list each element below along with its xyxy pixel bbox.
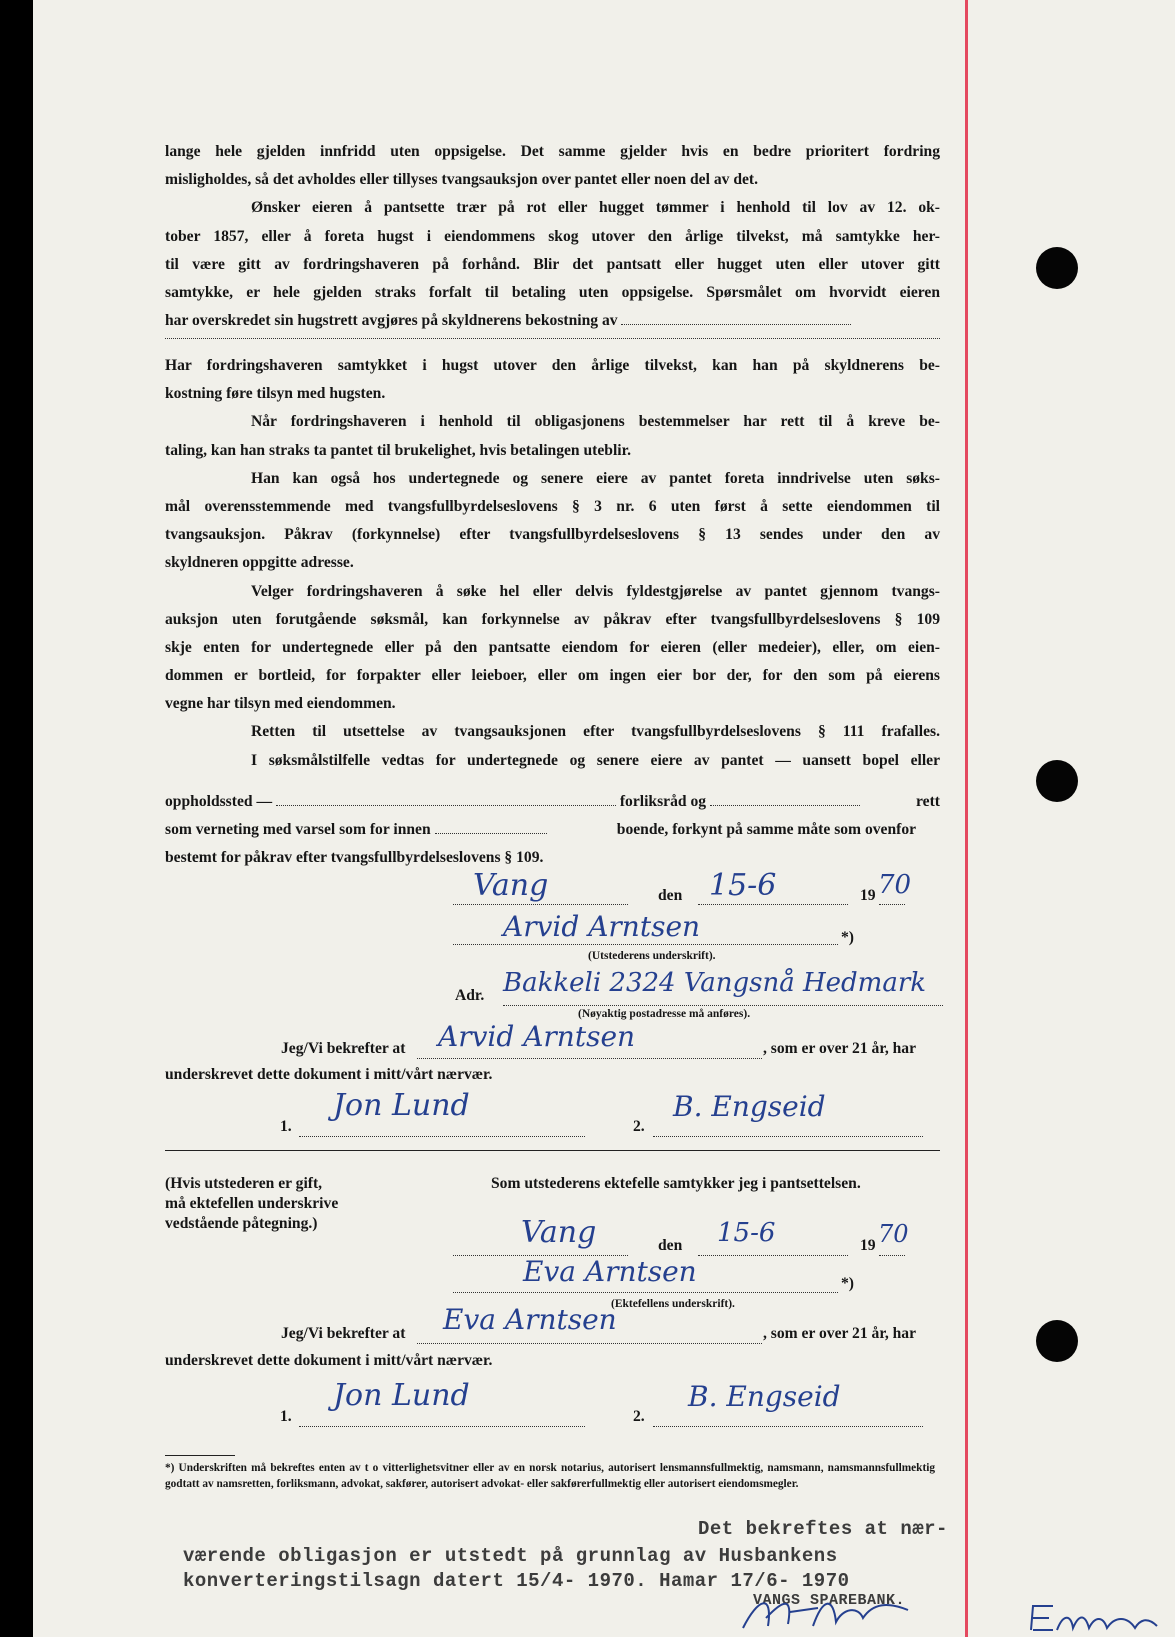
text-line — [165, 307, 940, 335]
punch-hole — [1036, 1320, 1078, 1362]
witness-1-number: 1. — [280, 1118, 292, 1135]
text-line: auksjon uten forutgående søksmål, kan forkynnelse av påkrav efter tvangsfullbyrdelseslovens § 109 — [165, 610, 940, 628]
confirm-handwriting: Arvid Arntsen — [438, 1020, 636, 1053]
footnote-marker: *) — [841, 929, 854, 946]
text-line: skyldneren oppgitte adresse. — [165, 554, 354, 572]
place-handwriting: Vang — [521, 1215, 597, 1250]
witness-2-number: 2. — [633, 1408, 645, 1425]
spouse-note: (Hvis utstederen er gift, — [165, 1175, 323, 1192]
body-text-mid — [165, 352, 940, 775]
blank-line — [276, 793, 616, 806]
confirm-label: Jeg/Vi bekrefter at — [281, 1040, 406, 1057]
witness-1-signature: Jon Lund — [333, 1088, 470, 1123]
text-line: kostning føre tilsyn med hugsten. — [165, 385, 386, 403]
den-label: den — [658, 887, 683, 904]
text-fragment: forliksråd og — [619, 793, 707, 810]
witness-statement: underskrevet dette dokument i mitt/vårt nærvær. — [165, 1066, 493, 1083]
witness-2-signature: B. Engseid — [673, 1090, 826, 1123]
blank-line — [653, 1414, 923, 1427]
punch-hole — [1036, 247, 1078, 289]
blank-line — [653, 1124, 923, 1137]
margin-red-line — [965, 0, 968, 1637]
punch-hole — [1036, 760, 1078, 802]
confirm-tail: , som er over 21 år, har — [763, 1040, 917, 1057]
text-line: tober 1857, eller å foreta hugst i eiendommens skog utover den årlige tilvekst, må samtykke her- — [165, 227, 940, 245]
text-line: Har fordringshaveren samtykket i hugst utover den årlige tilvekst, kan han på skyldnerens be- — [165, 357, 940, 374]
text-line: Retten til utsettelse av tvangsauksjonen efter tvangsfullbyrdelseslovens § 111 frafalles. — [251, 723, 940, 741]
blank-line — [435, 821, 547, 834]
text-line: lange hele gjelden innfridd uten oppsigelse. Det samme gjelder hvis en bedre prioritert fordring — [165, 143, 940, 160]
spouse-heading: Som utstederens ektefelle samtykker jeg i pantsettelsen. — [491, 1175, 861, 1192]
confirm-tail: , som er over 21 år, har — [763, 1325, 917, 1342]
text-fragment: boende, forkynt på samme måte som ovenfor — [616, 821, 917, 839]
blank-line — [165, 338, 940, 339]
text-line: I søksmålstilfelle vedtas for undertegnede og senere eiere av pantet — uansett bopel eller — [251, 751, 940, 769]
text-line: dommen er bortleid, for forpakter eller leieboer, eller om ingen eier bor der, for den som på eierens — [165, 667, 940, 685]
blank-line — [621, 312, 851, 325]
spouse-note: må ektefellen underskrive — [165, 1195, 339, 1212]
stamp-line: konverteringstilsagn datert 15/4- 1970. Hamar 17/6- 1970 — [183, 1570, 850, 1592]
divider — [165, 1150, 940, 1151]
text-line: mål overensstemmende med tvangsfullbyrdelseslovens § 3 nr. 6 uten først å sette eiendommen til — [165, 497, 940, 515]
stamp-line: Det bekreftes at nær- — [698, 1518, 948, 1540]
text-line: bestemt for påkrav efter tvangsfullbyrdelseslovens § 109. — [165, 849, 544, 867]
venue-block — [165, 788, 940, 873]
address-handwriting: Bakkeli 2324 Vangsnå Hedmark — [503, 968, 927, 998]
place-handwriting: Vang — [473, 868, 549, 903]
margin-initials-scribble — [1023, 1600, 1163, 1637]
text-line: samtykke, er hele gjelden straks forfalt til betaling uten oppsigelse. Spørsmålet om hvorvidt eieren — [165, 283, 940, 301]
witness-statement: underskrevet dette dokument i mitt/vårt nærvær. — [165, 1352, 493, 1369]
text-line: vegne har tilsyn med eiendommen. — [165, 695, 396, 713]
text-line — [165, 788, 940, 816]
year-handwriting: 70 — [878, 870, 912, 900]
confirm-label: Jeg/Vi bekrefter at — [281, 1325, 406, 1342]
document-page — [33, 0, 1175, 1637]
text-line: Ønsker eieren å pantsette trær på rot eller hugget tømmer i henhold til lov av 12. ok- — [251, 199, 940, 217]
year-handwriting: 70 — [878, 1220, 909, 1248]
text-line: skje enten for undertegnede eller på den pantsatte eiendom for eieren (eller medeier), eller, om eien- — [165, 638, 940, 656]
witness-2-signature: B. Engseid — [688, 1380, 841, 1413]
text-fragment: som verneting med varsel som for innen — [165, 821, 431, 839]
bank-name: VANGS SPAREBANK. — [753, 1592, 906, 1609]
blank-line — [299, 1414, 585, 1427]
issuer-signature: Arvid Arntsen — [503, 910, 701, 943]
den-label: den — [658, 1237, 683, 1254]
date-handwriting: 15-6 — [717, 1218, 776, 1248]
blank-line — [710, 793, 860, 806]
text-line: Han kan også hos undertegnede og senere eiere av pantet foreta inndrivelse uten søks- — [251, 469, 940, 487]
footnote-divider — [165, 1455, 235, 1456]
text-line: Når fordringshaveren i henhold til obligasjonens bestemmelser har rett til å kreve be- — [251, 413, 940, 431]
signature-caption: (Utstederens underskrift). — [588, 950, 716, 962]
text-fragment: har overskredet sin hugstrett avgjøres på skyldnerens bekostning av — [165, 312, 618, 330]
year-prefix: 19 — [860, 887, 876, 904]
address-caption: (Nøyaktig postadresse må anføres). — [578, 1008, 751, 1020]
spouse-note: vedstående påtegning.) — [165, 1215, 318, 1232]
witness-1-number: 1. — [280, 1408, 292, 1425]
footnote-marker: *) — [841, 1275, 854, 1292]
text-line: taling, kan han straks ta pantet til brukelighet, hvis betalingen uteblir. — [165, 441, 632, 459]
body-text-top — [165, 138, 940, 335]
signature-caption: (Ektefellens underskrift). — [611, 1298, 735, 1310]
spouse-signature: Eva Arntsen — [523, 1255, 697, 1288]
footnote: *) Underskriften må bekreftes enten av t o vitterlighetsvitner eller av en norsk notarius, autorisert lensmannsfullmektig, namsmann, namsmannsfullmektig godtatt av namsretten, forliksmann, advokat, sakfører, autorisert advokat- eller sakførerfullmektig eller autorisert eiendomsmegler. — [165, 1462, 935, 1490]
text-line: til være gitt av fordringshaveren på forhånd. Blir det pantsatt eller hugget uten eller utover gitt — [165, 255, 940, 273]
bank-signature-scribble — [738, 1588, 918, 1637]
witness-2-number: 2. — [633, 1118, 645, 1135]
blank-line — [299, 1124, 585, 1137]
text-fragment: oppholdssted — — [165, 793, 273, 810]
witness-1-signature: Jon Lund — [333, 1378, 470, 1413]
date-handwriting: 15-6 — [709, 868, 777, 903]
text-fragment: rett — [916, 793, 940, 810]
year-prefix: 19 — [860, 1237, 876, 1254]
confirm-handwriting: Eva Arntsen — [443, 1303, 617, 1336]
text-line — [165, 816, 940, 844]
stamp-line: værende obligasjon er utstedt på grunnlag av Husbankens — [183, 1545, 838, 1567]
text-line: Velger fordringshaveren å søke hel eller delvis fyldestgjørelse av pantet gjennom tvangs- — [251, 582, 940, 600]
text-line: misligholdes, så det avholdes eller tillyses tvangsauksjon over pantet eller noen del av det. — [165, 171, 759, 189]
address-label: Adr. — [455, 987, 485, 1004]
text-line: tvangsauksjon. Påkrav (forkynnelse) efter tvangsfullbyrdelseslovens § 13 sendes under den av — [165, 526, 940, 544]
